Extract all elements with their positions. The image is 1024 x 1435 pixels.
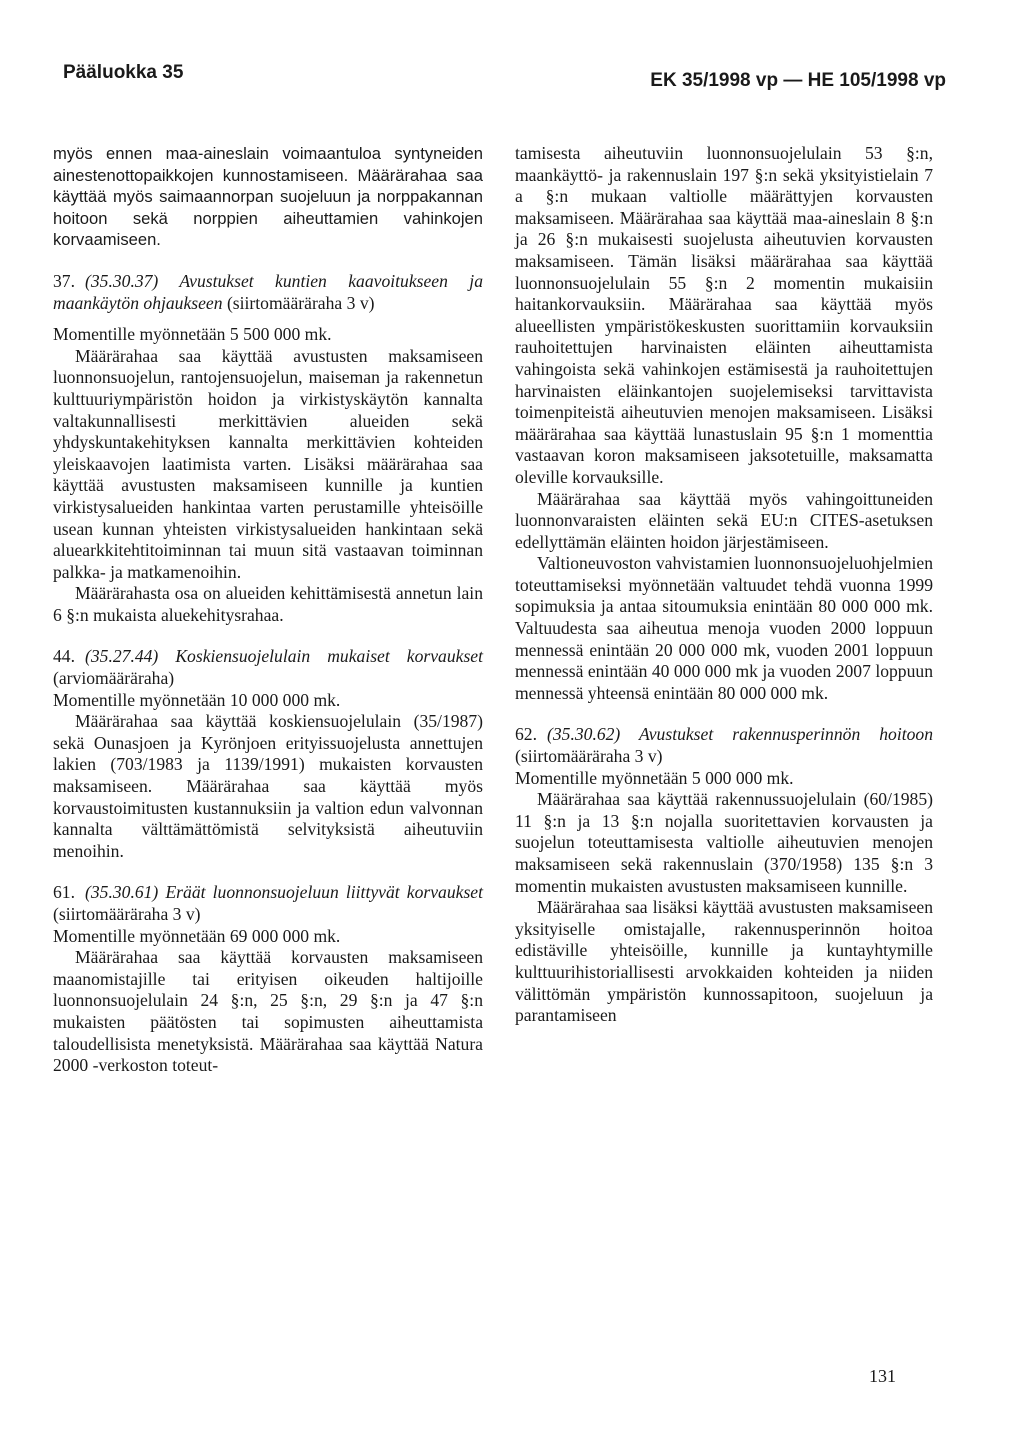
document-reference: EK 35/1998 vp — HE 105/1998 vp xyxy=(650,70,946,91)
section-62-paragraph-2: Määrärahaa saa lisäksi käyttää avustusten maksamiseen yksityiselle omistajalle, rakennusperinnön hoitoa edistäville yhteisöille, kunnille ja kuntayhtymille kulttuurihistoriallisesti arvokkaiden kohteiden ja niiden välittömän ympäristön kunnossapitoon, suojeluun ja parantamiseen xyxy=(515,897,933,1026)
section-62-grant: Momentille myönnetään 5 000 000 mk. xyxy=(515,767,794,788)
section-62-heading xyxy=(515,724,933,767)
left-column xyxy=(53,143,483,1077)
section-44-heading xyxy=(53,646,483,689)
right-column xyxy=(515,143,933,1027)
paragraph-authorisation: Valtioneuvoston vahvistamien luonnonsuojeluohjelmien toteuttamiseksi myönnetään valtuudet tehdä vuonna 1999 sopimuksia ja antaa sitoumuksia enintään 80 000 000 mk. Valtuudesta saa aiheutua menoja vuoden 2000 loppuun mennessä enintään 20 000 000 mk, vuoden 2001 loppuun mennessä enintään 40 000 000 mk ja vuoden 2007 loppuun mennessä yhteensä enintään 80 000 000 mk. xyxy=(515,553,933,703)
continued-paragraph: tamisesta aiheutuviin luonnonsuojelulain 53 §:n, maankäyttö- ja rakennuslain 197 §:n sekä yksityistielain 7 a §:n mukaan valtiolle määrättyjen korvausten maksamiseen. Määrärahaa saa käyttää maa-aineslain 8 §:n ja 26 §:n mukaisesti suojelusta aiheutuvien korvausten maksamiseen. Tämän lisäksi määrärahaa saa käyttää luonnonsuojelulain 55 §:n 2 momentin mukaisiin haitankorvauksiin. Määrärahaa saa käyttää myös alueellisten ympäristökeskusten suorittamiin korvauksiin rauhoitettujen harvinaisten eläinten aiheuttamista vahingoista sekä vahinkojen estämisestä ja rauhoitettujen harvinaisten eläinkantojen suojelemiseksi tarvittavista toimenpiteistä aiheutuvien menojen maksamiseen. Lisäksi määrärahaa saa käyttää lunastuslain 95 §:n 1 momenttia vastaavan koron maksamiseen jaksotetuille, maksamatta oleville korvauksille. xyxy=(515,143,933,487)
intro-paragraph: myös ennen maa-aineslain voimaantuloa syntyneiden ainestenottopaikkojen kunnostamiseen. Määrärahaa saa käyttää myös saimaannorpan suojeluun ja norppakannan hoitoon sekä norppien aiheuttamien vahinkojen korvaamiseen. xyxy=(53,144,483,250)
section-note: (siirtomääräraha 3 v) xyxy=(226,292,375,313)
chapter-title: Pääluokka 35 xyxy=(63,62,184,83)
section-number: 37. xyxy=(53,270,75,291)
section-37-paragraph-1: Määrärahaa saa käyttää avustusten maksamiseen luonnonsuojelun, rantojensuojelun, maiseman ja rakennetun kulttuuriympäristön hoidon ja virkistyskäytön kannalta valtakunnallisesti merkittävien alueiden sekä yhdyskuntakehityksen kannalta merkittävien kohteiden yleiskaavojen laatimista varten. Lisäksi määrärahaa saa käyttää avustusten maksamiseen kunnille ja kuntien virkistysalueiden hankintaa varten perustamille yhteisöille usean kunnan yhteisten virkistysalueiden hankintaan sekä aluearkkitehtitoiminnan tai muun sitä vastaavan toiminnan palkka- ja matkamenoihin. xyxy=(53,345,483,582)
page-header xyxy=(63,44,946,91)
page-number: 131 xyxy=(869,1366,896,1386)
section-62-paragraph-1: Määrärahaa saa käyttää rakennussuojelulain (60/1985) 11 §:n ja 13 §:n nojalla suoritettavien korvausten ja suojelun toteuttamisesta valtiolle aiheutuvien menojen maksamiseen sekä rakennuslain (370/1958) 135 §:n 3 momentin mukaisten avustusten maksamiseen kunnille. xyxy=(515,789,933,896)
section-title: (35.30.62) Avustukset rakennusperinnön hoitoon xyxy=(547,724,933,745)
section-37-grant: Momentille myönnetään 5 500 000 mk. xyxy=(53,324,332,345)
section-44-grant: Momentille myönnetään 10 000 000 mk. xyxy=(53,689,341,710)
section-title: (35.27.44) Koskiensuojelulain mukaiset korvaukset xyxy=(85,646,483,667)
section-44-paragraph-1: Määrärahaa saa käyttää koskiensuojelulain (35/1987) sekä Ounasjoen ja Kyrönjoen erityissuojelusta annettujen lakien (703/1983 ja 1139/1991) mukaisten korvausten maksamiseen. Määrärahaa saa käyttää myös korvaustoimitusten kustannuksiin ja valtion edun valvonnan kannalta välttämättömistä selvityksistä aiheutuviin menoihin. xyxy=(53,711,483,861)
section-61-grant: Momentille myönnetään 69 000 000 mk. xyxy=(53,925,341,946)
section-note: (siirtomääräraha 3 v) xyxy=(53,904,201,924)
section-number: 62. xyxy=(515,724,537,745)
section-37-heading xyxy=(53,271,483,314)
section-61-paragraph-1: Määrärahaa saa käyttää korvausten maksamiseen maanomistajille tai erityisen oikeuden haltijoille luonnonsuojelulain 24 §:n, 25 §:n, 29 §:n ja 47 §:n mukaisten päätösten tai sopimusten aiheuttamista taloudellisista menetyksistä. Määrärahaa saa käyttää Natura 2000 -verkoston toteut- xyxy=(53,947,483,1076)
section-note: (arviomääräraha) xyxy=(53,668,175,689)
section-61-heading xyxy=(53,882,483,925)
section-title: (35.30.61) Eräät luonnonsuojeluun liittyvät korvaukset xyxy=(85,882,483,903)
section-37-paragraph-2: Määrärahasta osa on alueiden kehittämisestä annetun lain 6 §:n mukaista aluekehitysrahaa. xyxy=(53,583,483,625)
section-note: (siirtomääräraha 3 v) xyxy=(515,746,663,767)
paragraph-cites: Määrärahaa saa käyttää myös vahingoittuneiden luonnonvaraisten eläinten sekä EU:n CITES-asetuksen edellyttämän eläinten hoidon järjestämiseen. xyxy=(515,488,933,552)
section-number: 61. xyxy=(53,882,75,903)
section-title: (35.30.37) Avustukset kuntien kaavoitukseen ja maankäytön ohjaukseen xyxy=(53,270,483,313)
section-number: 44. xyxy=(53,646,75,667)
